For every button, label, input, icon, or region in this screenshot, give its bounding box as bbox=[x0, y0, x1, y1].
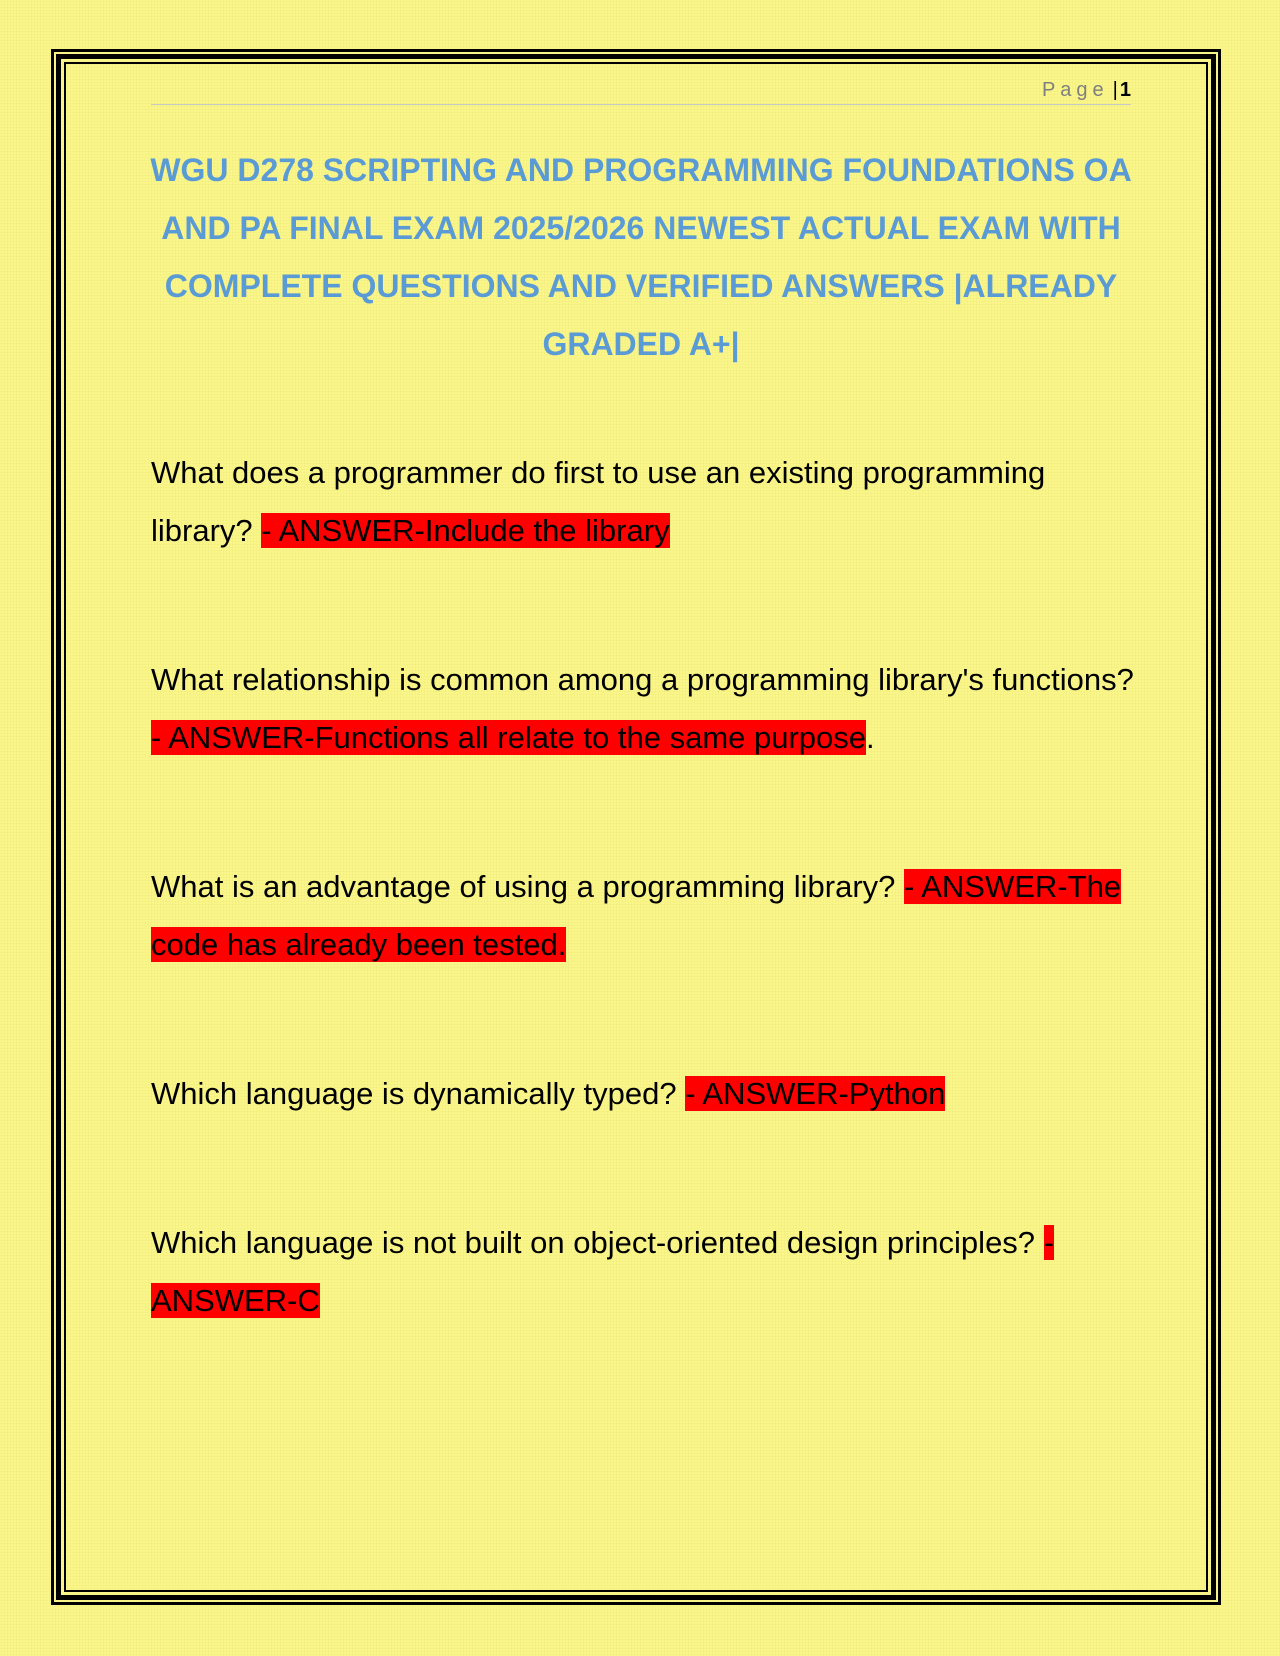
page-header bbox=[151, 76, 1131, 105]
qa-item bbox=[151, 651, 1141, 767]
answer-text: - ANSWER-The code has already been tested. bbox=[151, 869, 1122, 962]
page-label: Page bbox=[1041, 79, 1109, 101]
question-text: What does a programmer do first to use an existing programming library? bbox=[151, 455, 1046, 548]
question-text: Which language is dynamically typed? bbox=[151, 1076, 686, 1111]
answer-text: - ANSWER-Include the library bbox=[261, 513, 670, 548]
page-number: 1 bbox=[1119, 79, 1131, 101]
qa-item bbox=[151, 858, 1141, 974]
answer-text: - ANSWER-Python bbox=[685, 1076, 946, 1111]
answer-text: - ANSWER-C bbox=[151, 1225, 1054, 1318]
answer-suffix: . bbox=[866, 720, 875, 755]
document-title: WGU D278 SCRIPTING AND PROGRAMMING FOUNDATIONS OA AND PA FINAL EXAM 2025/2026 NEWEST ACTUAL EXAM WITH COMPLETE QUESTIONS AND VERIFIED ANSWERS |ALREADY GRADED A+| bbox=[150, 152, 1132, 362]
qa-item bbox=[151, 1065, 1141, 1123]
question-text: Which language is not built on object-oriented design principles? bbox=[151, 1225, 1044, 1260]
page-separator: | bbox=[1112, 79, 1118, 101]
answer-text: - ANSWER-Functions all relate to the same purpose bbox=[151, 720, 867, 755]
qa-item bbox=[151, 444, 1141, 560]
qa-item bbox=[151, 1214, 1141, 1330]
question-text: What relationship is common among a programming library's functions? bbox=[151, 662, 1134, 697]
question-text: What is an advantage of using a programming library? bbox=[151, 869, 905, 904]
